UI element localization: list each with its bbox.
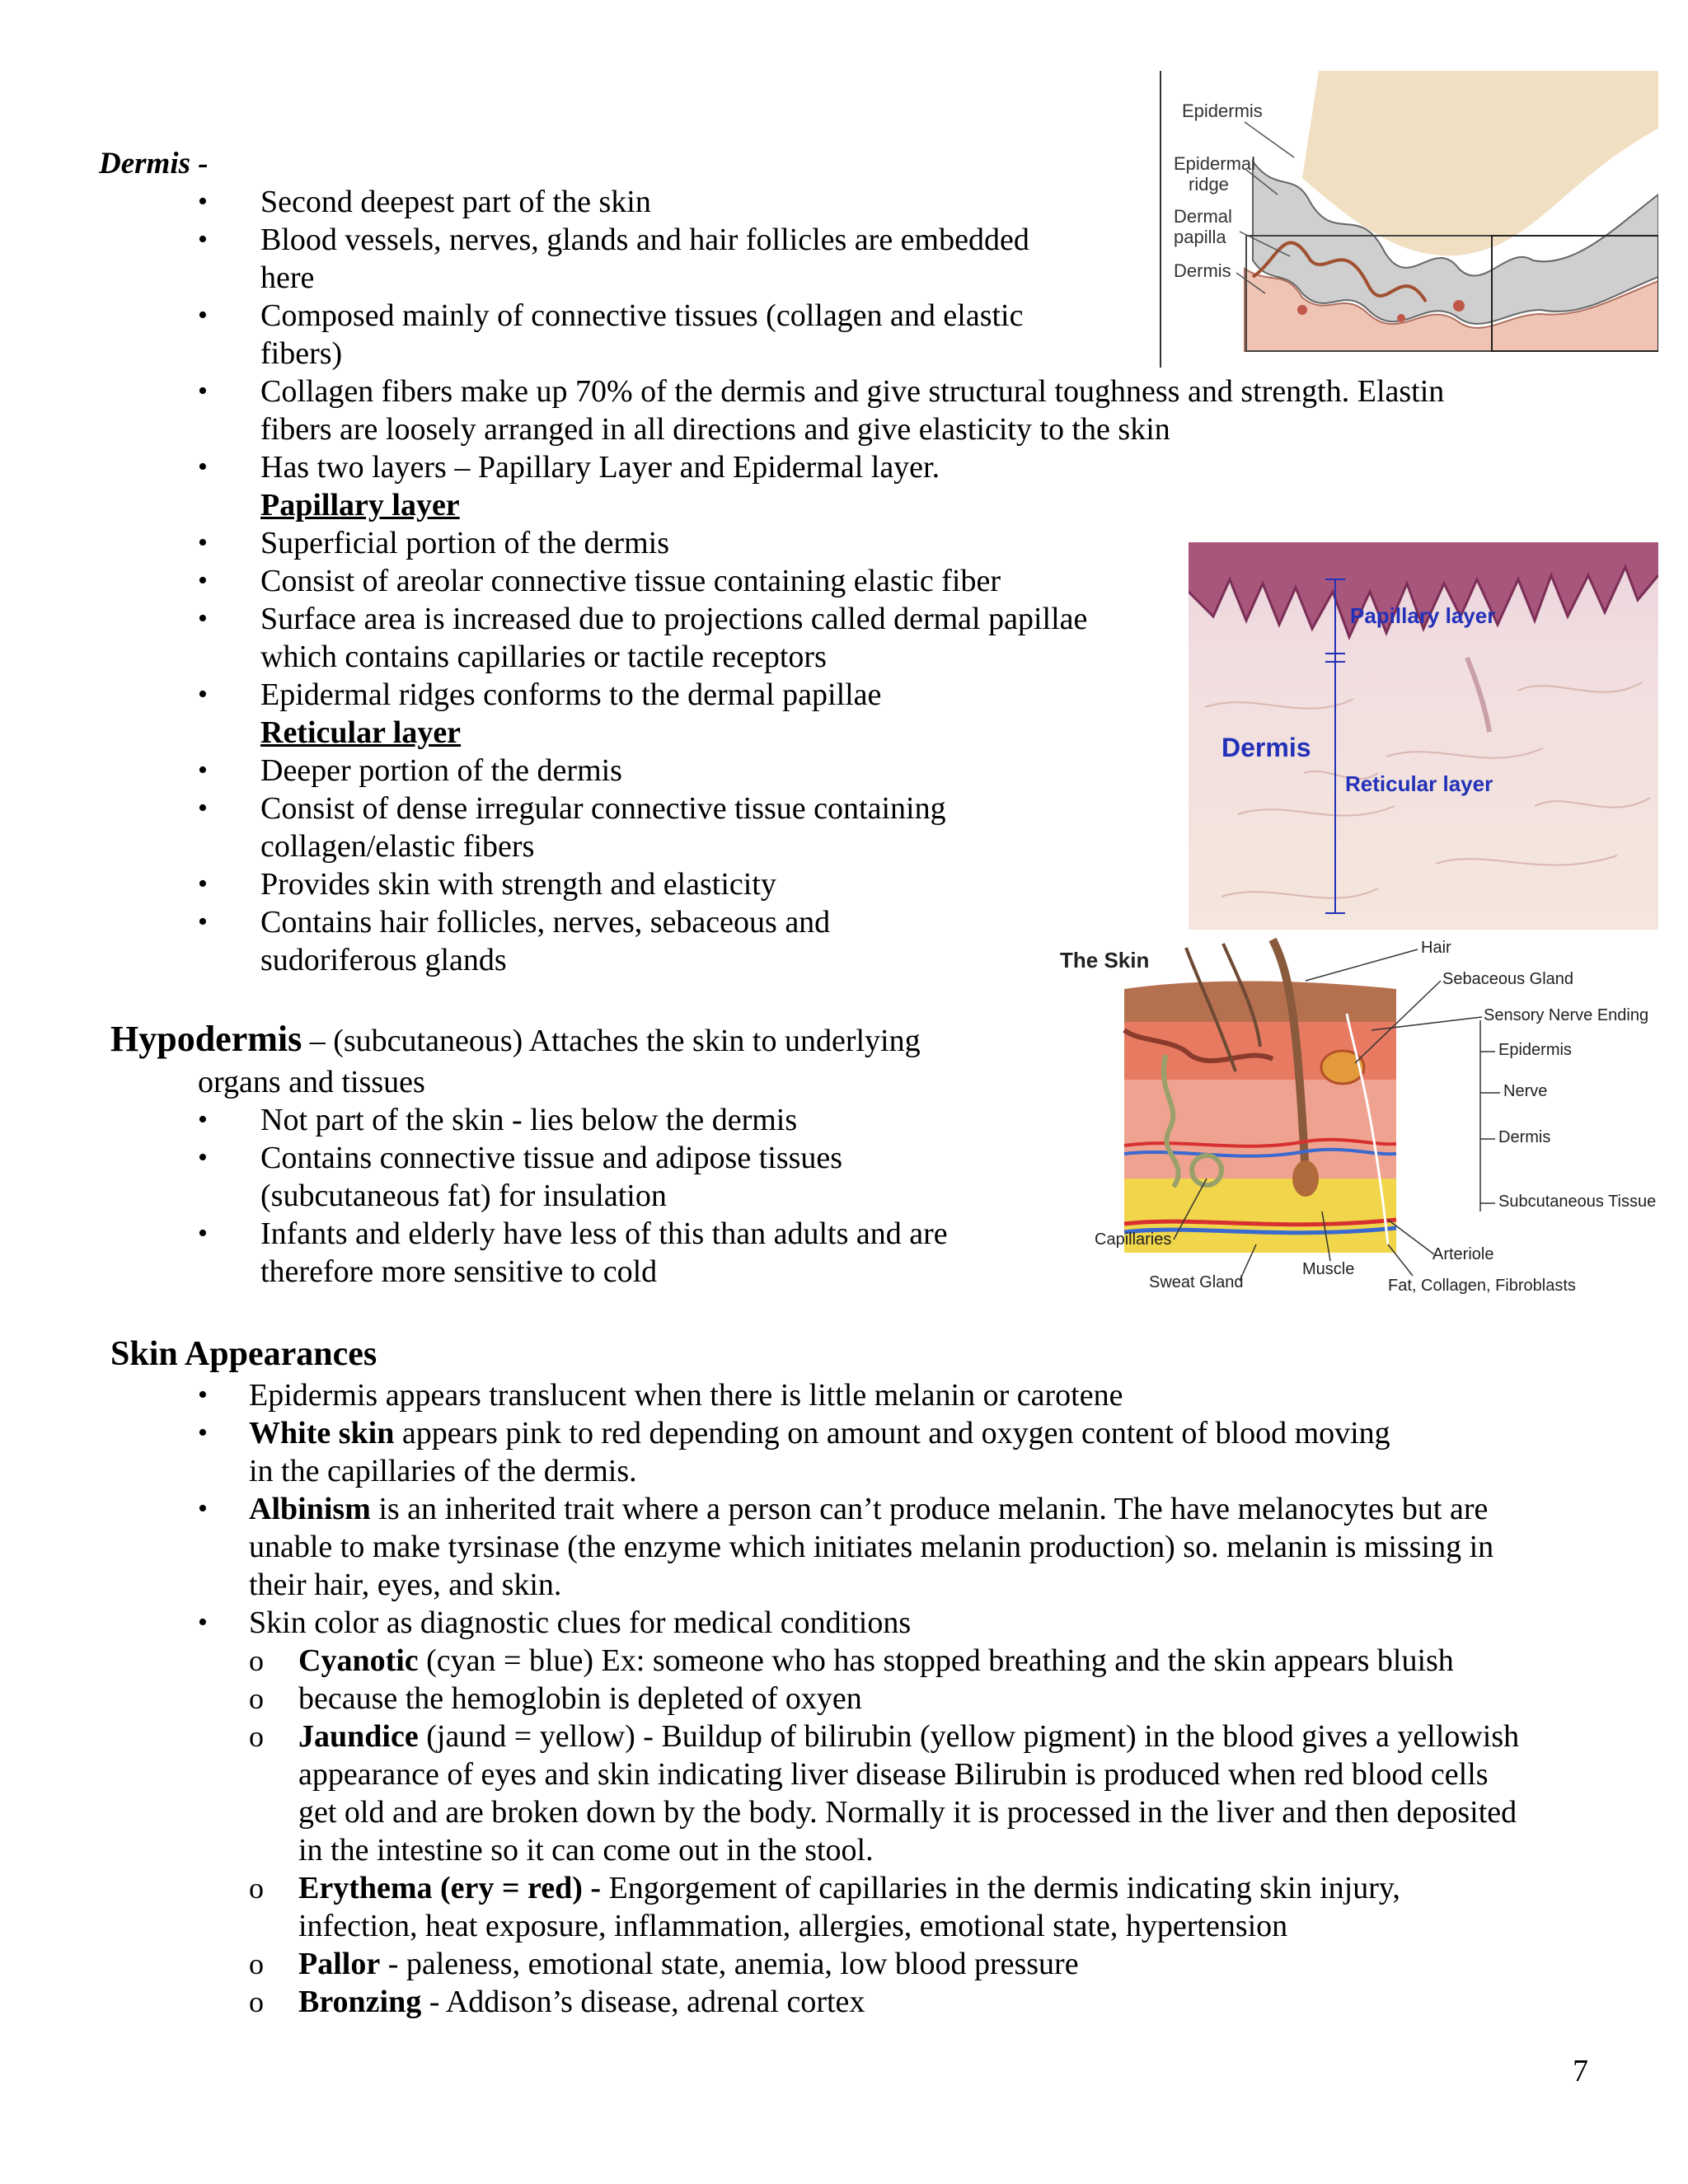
bronzing-term: Bronzing	[298, 1985, 422, 2019]
bullet: •	[198, 869, 208, 899]
hypodermis-bullet-3: Infants and elderly have less of this than adults and are	[260, 1216, 948, 1251]
fig3-title: The Skin	[1060, 948, 1150, 972]
sub-bullet: o	[249, 1720, 264, 1753]
papillary-bullet-2: Consist of areolar connective tissue containing elastic fiber	[260, 564, 1001, 598]
dermis-heading: Dermis -	[99, 147, 209, 180]
condition-jaundice-cont3: in the intestine so it can come out in the stool.	[298, 1833, 874, 1868]
bullet: •	[198, 1218, 208, 1249]
papillary-bullet-1: Superficial portion of the dermis	[260, 526, 669, 560]
papillary-bullet-3-cont: which contains capillaries or tactile receptors	[260, 640, 827, 674]
fig2-label-dermis: Dermis	[1221, 733, 1311, 762]
capillary-dot	[1297, 305, 1307, 315]
sub-bullet: o	[249, 1682, 264, 1715]
appearance-bullet-2	[249, 1414, 1390, 1452]
bullet: •	[198, 224, 208, 255]
fig1-label-epidermis: Epidermis	[1182, 101, 1263, 121]
capillary-dot	[1397, 314, 1405, 322]
appearance-bullet-4: Skin color as diagnostic clues for medical conditions	[249, 1605, 912, 1640]
albinism-term: Albinism	[249, 1492, 371, 1526]
dermis-bullet-4: Collagen fibers make up 70% of the dermis and give structural toughness and strength. Elastin	[260, 374, 1445, 409]
reticular-bullet-2-cont: collagen/elastic fibers	[260, 829, 535, 864]
appearance-bullet-3-cont: unable to make tyrsinase (the enzyme which initiates melanin production) so. melanin is missing in	[249, 1530, 1494, 1564]
skin-surface	[1124, 982, 1396, 1022]
papillary-bullet-4: Epidermal ridges conforms to the dermal papillae	[260, 677, 882, 712]
appearance-bullet-3-cont2: their hair, eyes, and skin.	[249, 1568, 562, 1602]
condition-erythema-cont: infection, heat exposure, inflammation, allergies, emotional state, hypertension	[298, 1909, 1288, 1943]
reticular-bullet-1: Deeper portion of the dermis	[260, 753, 622, 788]
fig1-label-ridge: Epidermal	[1174, 153, 1256, 174]
fig3-label-capillaries: Capillaries	[1095, 1230, 1172, 1249]
erythema-desc: Engorgement of capillaries in the dermis indicating skin injury,	[601, 1871, 1400, 1905]
hypodermis-heading: Hypodermis	[110, 1019, 302, 1059]
dermis-bullet-3: Composed mainly of connective tissues (collagen and elastic	[260, 298, 1024, 333]
bullet: •	[198, 1142, 208, 1173]
fig1-label-papilla-2: papilla	[1174, 227, 1226, 247]
hypodermis-intro: – (subcutaneous) Attaches the skin to underlying	[302, 1024, 921, 1058]
reticular-heading: Reticular layer	[260, 715, 462, 750]
jaundice-desc: (jaund = yellow) - Buildup of bilirubin (yellow pigment) in the blood gives a yellowish	[418, 1719, 1520, 1754]
bullet: •	[198, 300, 208, 330]
fig3-label-epidermis: Epidermis	[1498, 1041, 1572, 1059]
reticular-bullet-4-cont: sudoriferous glands	[260, 943, 507, 977]
condition-jaundice	[298, 1718, 1519, 1755]
fig1-label-papilla: Dermal	[1174, 206, 1232, 227]
bronzing-desc: - Addison’s disease, adrenal cortex	[421, 1985, 865, 2019]
appearances-heading: Skin Appearances	[110, 1335, 377, 1373]
dermis-histology-figure	[1189, 542, 1658, 930]
condition-jaundice-cont2: get old and are broken down by the body. Normally it is processed in the liver and then deposited	[298, 1795, 1517, 1830]
albinism-desc: is an inherited trait where a person can’t produce melanin. The have melanocytes but are	[370, 1492, 1489, 1526]
reticular-bullet-4: Contains hair follicles, nerves, sebaceous and	[260, 905, 831, 940]
fig3-label-arteriole: Arteriole	[1432, 1245, 1494, 1263]
appearance-bullet-2-cont: in the capillaries of the dermis.	[249, 1454, 637, 1488]
cyanotic-desc: (cyan = blue) Ex: someone who has stopped breathing and the skin appears bluish	[418, 1643, 1454, 1678]
reticular-bullet-2: Consist of dense irregular connective tissue containing	[260, 791, 946, 826]
erythema-term: Erythema (ery = red) -	[298, 1871, 602, 1905]
bullet: •	[198, 452, 208, 482]
epidermal-ridge-figure	[1154, 71, 1658, 376]
dermis-bullet-2: Blood vessels, nerves, glands and hair follicles are embedded	[260, 223, 1029, 257]
fig3-label-sensory: Sensory Nerve Ending	[1484, 1006, 1649, 1024]
bullet: •	[198, 755, 208, 785]
hypodermis-bullet-3-cont: therefore more sensitive to cold	[260, 1254, 658, 1289]
condition-bronzing	[298, 1983, 865, 2021]
fig3-label-sebaceous: Sebaceous Gland	[1442, 970, 1574, 988]
fig3-label-muscle: Muscle	[1302, 1260, 1355, 1278]
hypodermis-intro-cont: organs and tissues	[198, 1065, 425, 1099]
hypodermis-bullet-1: Not part of the skin - lies below the dermis	[260, 1103, 798, 1137]
reticular-bullet-3: Provides skin with strength and elasticity	[260, 867, 776, 902]
fig2-label-reticular: Reticular layer	[1345, 771, 1493, 796]
fig3-label-hair: Hair	[1421, 939, 1451, 957]
hypodermis-bullet-2-cont: (subcutaneous fat) for insulation	[260, 1179, 667, 1213]
papillary-bullet-3: Surface area is increased due to projections called dermal papillae	[260, 602, 1088, 636]
condition-pallor	[298, 1945, 1079, 1983]
leader-line	[1245, 122, 1294, 157]
condition-cyanotic	[298, 1642, 1454, 1680]
skin-structure-figure	[1058, 931, 1660, 1306]
white-skin-term: White skin	[249, 1416, 395, 1451]
fig3-label-subcutaneous: Subcutaneous Tissue	[1498, 1193, 1657, 1211]
pallor-term: Pallor	[298, 1947, 381, 1981]
bullet: •	[198, 1607, 208, 1638]
bullet: •	[198, 527, 208, 558]
papillary-heading: Papillary layer	[260, 488, 460, 523]
appearance-bullet-1: Epidermis appears translucent when there is little melanin or carotene	[249, 1378, 1123, 1413]
fig3-label-fat: Fat, Collagen, Fibroblasts	[1388, 1277, 1576, 1295]
hypodermis-line	[110, 1020, 921, 1060]
fig3-label-dermis: Dermis	[1498, 1128, 1551, 1146]
cyanotic-term: Cyanotic	[298, 1643, 419, 1678]
fig2-label-papillary: Papillary layer	[1350, 603, 1496, 628]
bullet: •	[198, 793, 208, 823]
fig3-label-nerve: Nerve	[1503, 1082, 1548, 1100]
sub-bullet: o	[249, 1985, 264, 2018]
sub-bullet: o	[249, 1644, 264, 1677]
bullet: •	[198, 679, 208, 710]
bullet: •	[198, 1380, 208, 1410]
fig1-label-dermis: Dermis	[1174, 260, 1231, 281]
fig3-label-sweat: Sweat Gland	[1149, 1273, 1244, 1291]
dermis-bullet-5: Has two layers – Papillary Layer and Epidermal layer.	[260, 450, 940, 485]
white-skin-desc: appears pink to red depending on amount and oxygen content of blood moving	[394, 1416, 1390, 1451]
dermis-bullet-2-cont: here	[260, 260, 315, 295]
fig1-label-ridge-2: ridge	[1189, 174, 1229, 194]
dermis-bullet-4-cont: fibers are loosely arranged in all directions and give elasticity to the skin	[260, 412, 1170, 447]
sub-bullet: o	[249, 1872, 264, 1905]
bullet: •	[198, 1104, 208, 1135]
condition-erythema	[298, 1869, 1400, 1907]
sub-bullet: o	[249, 1947, 264, 1980]
page-number: 7	[1573, 2054, 1588, 2088]
appearance-bullet-3	[249, 1490, 1488, 1528]
capillary-dot	[1453, 300, 1465, 312]
bullet: •	[198, 1418, 208, 1448]
bullet: •	[198, 186, 208, 217]
bullet: •	[198, 565, 208, 596]
bullet: •	[198, 603, 208, 634]
hair-bulb	[1292, 1160, 1319, 1197]
dermis-bullet-1: Second deepest part of the skin	[260, 185, 651, 219]
condition-cyanotic-cont: because the hemoglobin is depleted of oxyen	[298, 1681, 862, 1716]
pallor-desc: - paleness, emotional state, anemia, low blood pressure	[380, 1947, 1079, 1981]
bullet: •	[198, 376, 208, 406]
bullet: •	[198, 1493, 208, 1524]
dermis-block	[1124, 1080, 1396, 1179]
dermis-bullet-3-cont: fibers)	[260, 336, 343, 371]
bullet: •	[198, 907, 208, 937]
condition-jaundice-cont: appearance of eyes and skin indicating liver disease Bilirubin is produced when red blood cells	[298, 1757, 1489, 1792]
jaundice-term: Jaundice	[298, 1719, 419, 1754]
hypodermis-bullet-2: Contains connective tissue and adipose tissues	[260, 1141, 843, 1175]
